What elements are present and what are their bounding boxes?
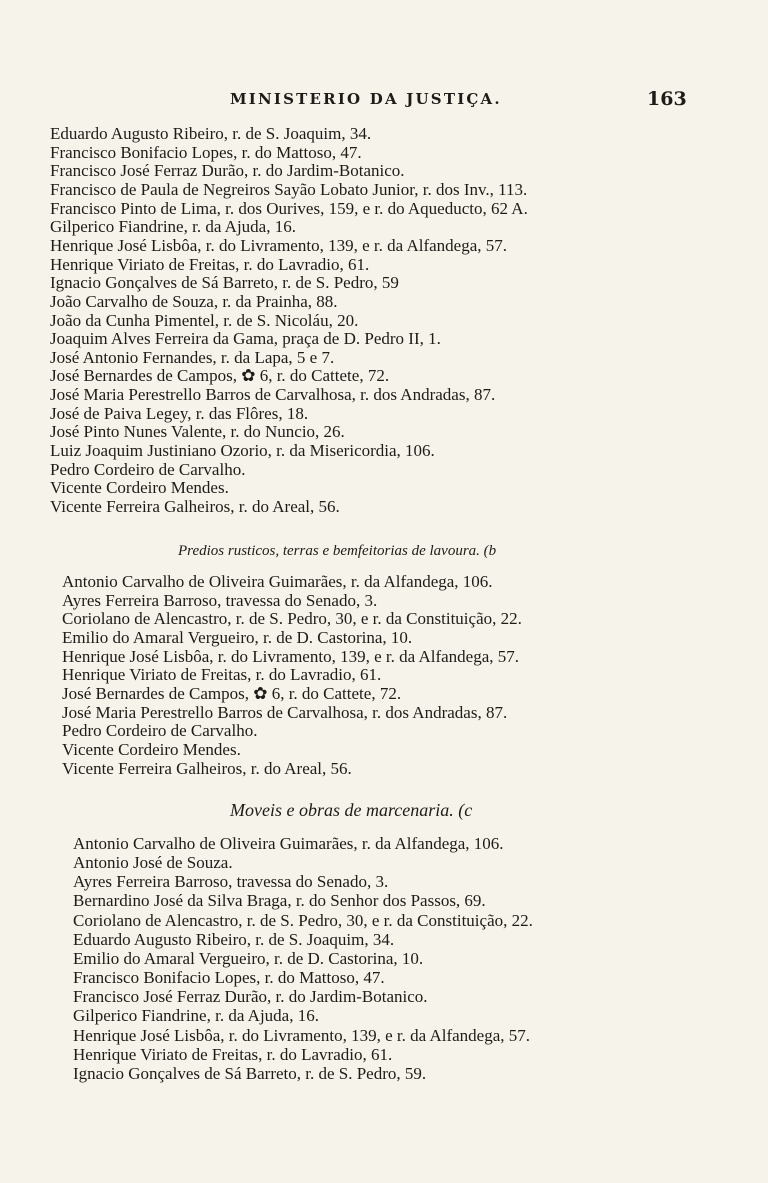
directory-entry: João Carvalho de Souza, r. da Prainha, 88. — [50, 291, 338, 311]
directory-entry: Henrique Viriato de Freitas, r. do Lavradio, 61. — [73, 1044, 393, 1064]
directory-entry: Antonio José de Souza. — [73, 853, 233, 873]
directory-entry: Francisco Pinto de Lima, r. dos Ourives, 159, e r. do Aqueducto, 62 A. — [50, 198, 528, 218]
directory-entry: Emilio do Amaral Vergueiro, r. de D. Castorina, 10. — [62, 627, 413, 647]
directory-entry: José Antonio Fernandes, r. da Lapa, 5 e 7. — [50, 347, 335, 367]
directory-entry: Henrique Viriato de Freitas, r. do Lavradio, 61. — [50, 254, 370, 274]
page-header — [0, 90, 768, 114]
section-heading: Predios rusticos, terras e bemfeitorias de lavoura. (b — [178, 543, 497, 559]
directory-entry: Ayres Ferreira Barroso, travessa do Senado, 3. — [73, 872, 389, 892]
directory-entry: José Pinto Nunes Valente, r. do Nuncio, 26. — [50, 422, 345, 442]
directory-entry: Ignacio Gonçalves de Sá Barreto, r. de S. Pedro, 59 — [50, 273, 399, 293]
directory-entry: Ignacio Gonçalves de Sá Barreto, r. de S. Pedro, 59. — [73, 1063, 427, 1083]
directory-entry: Emilio do Amaral Vergueiro, r. de D. Castorina, 10. — [73, 948, 424, 968]
directory-entry: Antonio Carvalho de Oliveira Guimarães, r. da Alfandega, 106. — [62, 572, 493, 591]
directory-entry: Vicente Cordeiro Mendes. — [62, 739, 241, 759]
directory-entry: Henrique Viriato de Freitas, r. do Lavradio, 61. — [62, 665, 382, 685]
directory-entry: Francisco de Paula de Negreiros Sayão Lobato Junior, r. dos Inv., 113. — [50, 179, 528, 199]
directory-entry: Coriolano de Alencastro, r. de S. Pedro, 30, e r. da Constituição, 22. — [73, 910, 533, 930]
directory-entry: José de Paiva Legey, r. das Flôres, 18. — [50, 403, 309, 423]
directory-entry: Henrique José Lisbôa, r. do Livramento, 139, e r. da Alfandega, 57. — [62, 646, 519, 666]
directory-entry: Vicente Ferreira Galheiros, r. do Areal, 56. — [50, 497, 340, 516]
directory-entry: Eduardo Augusto Ribeiro, r. de S. Joaquim, 34. — [50, 124, 372, 143]
directory-entry: Gilperico Fiandrine, r. da Ajuda, 16. — [50, 217, 296, 237]
running-head: MINISTERIO DA JUSTIÇA. — [230, 90, 502, 108]
directory-entry: Francisco Bonifacio Lopes, r. do Mattoso, 47. — [73, 968, 385, 988]
directory-entry: Antonio Carvalho de Oliveira Guimarães, r. da Alfandega, 106. — [73, 834, 504, 853]
directory-entry: Henrique José Lisbôa, r. do Livramento, 139, e r. da Alfandega, 57. — [50, 235, 507, 255]
directory-entry: João da Cunha Pimentel, r. de S. Nicoláu, 20. — [50, 310, 359, 330]
directory-entry: Bernardino José da Silva Braga, r. do Senhor dos Passos, 69. — [73, 891, 486, 911]
directory-entry: Pedro Cordeiro de Carvalho. — [62, 721, 258, 741]
section-heading: Moveis e obras de marcenaria. (c — [230, 800, 473, 820]
directory-entry: Pedro Cordeiro de Carvalho. — [50, 459, 246, 479]
directory-entry: Eduardo Augusto Ribeiro, r. de S. Joaquim, 34. — [73, 929, 395, 949]
directory-entry: Henrique José Lisbôa, r. do Livramento, 139, e r. da Alfandega, 57. — [73, 1025, 530, 1045]
directory-entry: José Maria Perestrello Barros de Carvalhosa, r. dos Andradas, 87. — [50, 385, 496, 405]
directory-entry: José Bernardes de Campos, ✿ 6, r. do Cattete, 72. — [50, 366, 390, 386]
directory-entry: José Maria Perestrello Barros de Carvalhosa, r. dos Andradas, 87. — [62, 702, 508, 722]
directory-entry: Francisco Bonifacio Lopes, r. do Mattoso, 47. — [50, 142, 362, 162]
directory-entry: Francisco José Ferraz Durão, r. do Jardim-Botanico. — [50, 161, 405, 181]
page-number: 163 — [647, 88, 687, 110]
directory-entry: Joaquim Alves Ferreira da Gama, praça de D. Pedro II, 1. — [50, 329, 441, 349]
directory-entry: Ayres Ferreira Barroso, travessa do Senado, 3. — [62, 590, 378, 610]
directory-entry: José Bernardes de Campos, ✿ 6, r. do Cattete, 72. — [62, 683, 402, 703]
directory-entry: Vicente Cordeiro Mendes. — [50, 478, 229, 498]
directory-entry: Francisco José Ferraz Durão, r. do Jardim-Botanico. — [73, 987, 428, 1007]
directory-entry: Luiz Joaquim Justiniano Ozorio, r. da Misericordia, 106. — [50, 441, 435, 461]
directory-entry: Coriolano de Alencastro, r. de S. Pedro, 30, e r. da Constituição, 22. — [62, 609, 522, 629]
directory-entry: Gilperico Fiandrine, r. da Ajuda, 16. — [73, 1006, 319, 1026]
directory-entry: Vicente Ferreira Galheiros, r. do Areal, 56. — [62, 758, 352, 778]
